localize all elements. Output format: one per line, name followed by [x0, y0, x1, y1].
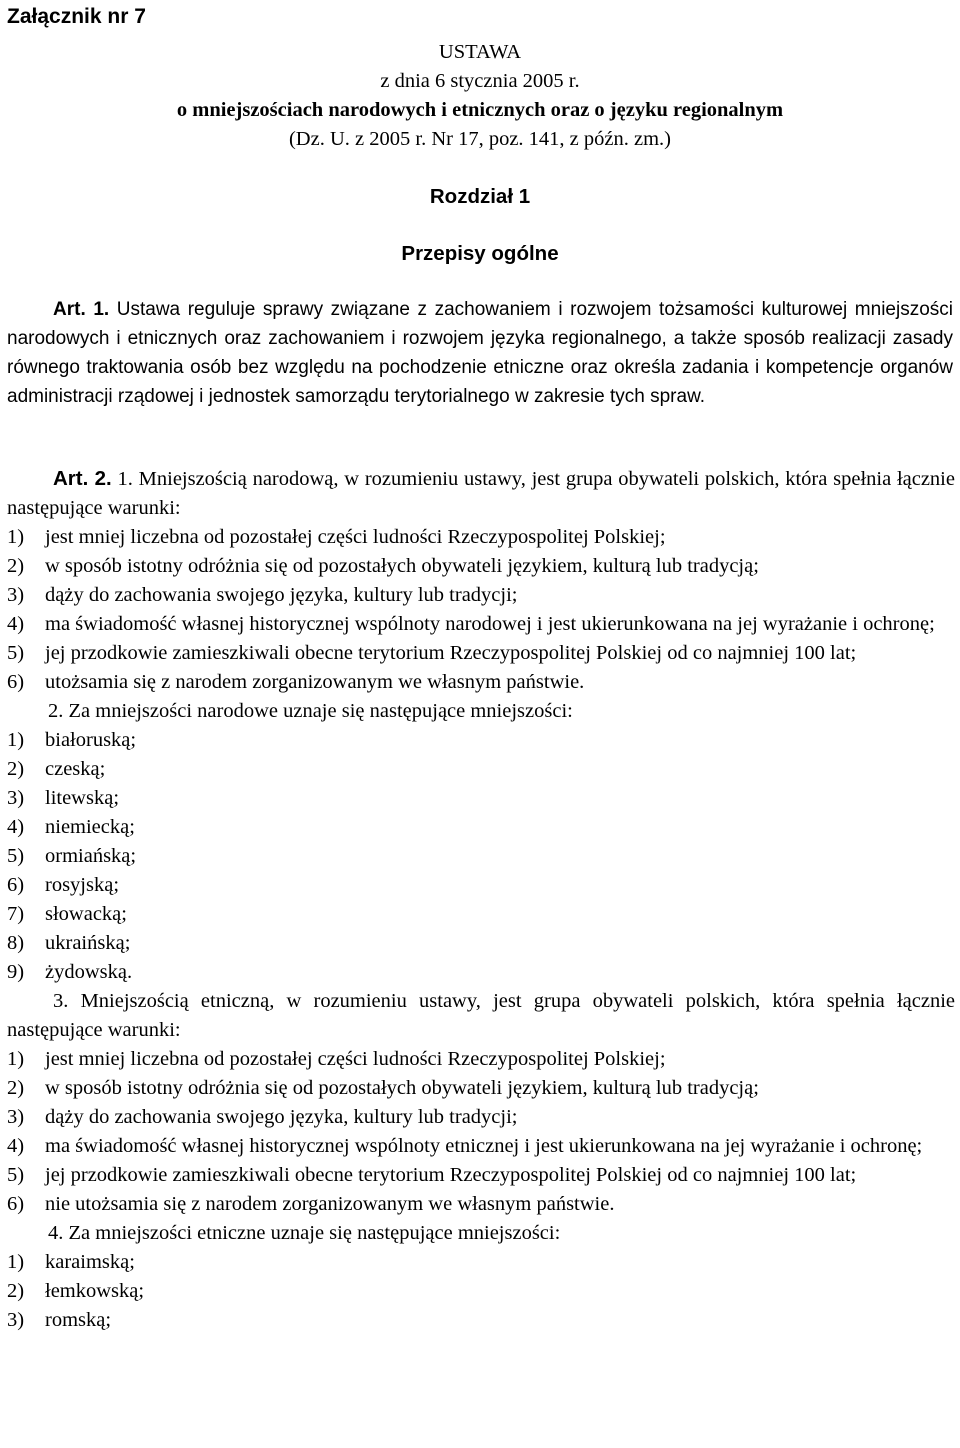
- list-item-number: 2): [7, 555, 25, 577]
- list-item-text: niemiecką;: [45, 816, 135, 838]
- paragraph-number: 4.: [48, 1222, 64, 1244]
- list-item: [7, 1132, 955, 1161]
- list-item-text: białoruską;: [45, 729, 137, 751]
- list-item-text: łemkowską;: [45, 1280, 145, 1302]
- list-item-text: czeską;: [45, 758, 106, 780]
- list-item-number: 6): [7, 1193, 25, 1215]
- list-item-number: 5): [7, 1164, 25, 1186]
- article-1: [7, 295, 953, 411]
- list-item: [7, 1074, 955, 1103]
- list-item-number: 2): [7, 758, 25, 780]
- list-item-text: dąży do zachowania swojego języka, kultury lub tradycji;: [45, 584, 518, 606]
- list-item-text: w sposób istotny odróżnia się od pozostałych obywateli językiem, kulturą lub tradycją;: [45, 555, 759, 577]
- list-item-number: 4): [7, 613, 25, 635]
- list-item-text: jest mniej liczebna od pozostałej części ludności Rzeczypospolitej Polskiej;: [45, 526, 666, 548]
- list-item: [7, 784, 955, 813]
- list-item: [7, 610, 955, 639]
- list-item-text: jej przodkowie zamieszkiwali obecne terytorium Rzeczypospolitej Polskiej od co najmniej 100 lat;: [45, 1164, 857, 1186]
- paragraph-text: Za mniejszości narodowe uznaje się następujące mniejszości:: [68, 700, 573, 722]
- paragraph-text: Mniejszością etniczną, w rozumieniu ustawy, jest grupa obywateli polskich, która spełnia łącznie następujące warunki:: [7, 990, 955, 1041]
- list-item-number: 4): [7, 1135, 25, 1157]
- list-item-number: 3): [7, 1106, 25, 1128]
- list-item-text: żydowską.: [45, 961, 133, 983]
- list-item: [7, 958, 955, 987]
- list-item: [7, 1103, 955, 1132]
- list-item-number: 1): [7, 1251, 25, 1273]
- list-item-text: litewską;: [45, 787, 120, 809]
- paragraph-3-conditions-list: [7, 1045, 955, 1219]
- list-item: [7, 1190, 955, 1219]
- list-item: [7, 581, 955, 610]
- list-item-text: nie utożsamia się z narodem zorganizowanym we własnym państwie.: [45, 1193, 615, 1215]
- article-2-label: Art. 2.: [53, 467, 112, 490]
- list-item: [7, 1045, 955, 1074]
- list-item: [7, 929, 955, 958]
- list-item: [7, 871, 955, 900]
- list-item-number: 7): [7, 903, 25, 925]
- list-item-text: ormiańską;: [45, 845, 137, 867]
- list-item-text: jej przodkowie zamieszkiwali obecne terytorium Rzeczypospolitej Polskiej od co najmniej 100 lat;: [45, 642, 857, 664]
- list-item-number: 1): [7, 1048, 25, 1070]
- list-item-text: ma świadomość własnej historycznej wspólnoty etnicznej i jest ukierunkowana na jej wyrażanie i ochronę;: [45, 1135, 923, 1157]
- list-item: [7, 552, 955, 581]
- article-1-label: Art. 1.: [53, 299, 110, 320]
- list-item-text: ukraińską;: [45, 932, 131, 954]
- article-2-paragraph-1: [7, 464, 955, 523]
- list-item: [7, 726, 955, 755]
- paragraph-number: 2.: [48, 700, 64, 722]
- list-item-text: utożsamia się z narodem zorganizowanym we własnym państwie.: [45, 671, 585, 693]
- list-item-text: romską;: [45, 1309, 112, 1331]
- list-item-text: dąży do zachowania swojego języka, kultury lub tradycji;: [45, 1106, 518, 1128]
- national-minorities-list: [7, 726, 955, 987]
- list-item-number: 2): [7, 1280, 25, 1302]
- act-title: o mniejszościach narodowych i etnicznych oraz o języku regionalnym: [176, 99, 784, 121]
- list-item-number: 8): [7, 932, 25, 954]
- list-item-text: rosyjską;: [45, 874, 120, 896]
- paragraph-number: 1.: [117, 468, 133, 490]
- list-item: [7, 1161, 955, 1190]
- article-1-text: Ustawa reguluje sprawy związane z zachowaniem i rozwojem tożsamości kulturowej mniejszości narodowych i etnicznych oraz zachowaniem i rozwojem języka regionalnego, a także sposób realizacji zasady równego traktowania osób bez względu na pochodzenie etniczne oraz określa zadania i kompetencje organów administracji rządowej i jednostek samorządu terytorialnego w zakresie tych spraw.: [7, 299, 953, 407]
- chapter-name: Przepisy ogólne: [401, 242, 559, 265]
- chapter-number: Rozdział 1: [429, 185, 531, 208]
- list-item: [7, 842, 955, 871]
- ethnic-minorities-list: [7, 1248, 955, 1335]
- list-item-text: karaimską;: [45, 1251, 135, 1273]
- list-item: [7, 1248, 955, 1277]
- list-item-text: jest mniej liczebna od pozostałej części ludności Rzeczypospolitej Polskiej;: [45, 1048, 666, 1070]
- list-item: [7, 813, 955, 842]
- article-2: [7, 464, 955, 1335]
- list-item-text: ma świadomość własnej historycznej wspólnoty narodowej i jest ukierunkowana na jej wyrażanie i ochronę;: [45, 613, 935, 635]
- list-item-number: 3): [7, 584, 25, 606]
- paragraph-text: Za mniejszości etniczne uznaje się następujące mniejszości:: [68, 1222, 561, 1244]
- list-item: [7, 639, 955, 668]
- list-item-number: 1): [7, 729, 25, 751]
- list-item: [7, 668, 955, 697]
- list-item-number: 5): [7, 845, 25, 867]
- paragraph-text: Mniejszością narodową, w rozumieniu ustawy, jest grupa obywateli polskich, która spełnia łącznie następujące warunki:: [7, 468, 955, 519]
- paragraph-number: 3.: [53, 990, 69, 1012]
- list-item-number: 2): [7, 1077, 25, 1099]
- list-item-number: 3): [7, 787, 25, 809]
- list-item-number: 4): [7, 816, 25, 838]
- list-item-text: w sposób istotny odróżnia się od pozostałych obywateli językiem, kulturą lub tradycją;: [45, 1077, 759, 1099]
- annex-label: Załącznik nr 7: [7, 5, 146, 28]
- list-item: [7, 900, 955, 929]
- list-item: [7, 1306, 955, 1335]
- article-2-paragraph-4: [7, 1219, 955, 1248]
- list-item-number: 5): [7, 642, 25, 664]
- list-item-number: 6): [7, 874, 25, 896]
- journal-reference: (Dz. U. z 2005 r. Nr 17, poz. 141, z późn. zm.): [288, 128, 671, 150]
- list-item-text: słowacką;: [45, 903, 127, 925]
- act-type: USTAWA: [438, 41, 522, 63]
- list-item: [7, 755, 955, 784]
- list-item: [7, 1277, 955, 1306]
- list-item: [7, 523, 955, 552]
- article-2-paragraph-3: [7, 987, 955, 1045]
- paragraph-1-conditions-list: [7, 523, 955, 697]
- act-date: z dnia 6 stycznia 2005 r.: [380, 70, 580, 92]
- list-item-number: 9): [7, 961, 25, 983]
- list-item-number: 3): [7, 1309, 25, 1331]
- article-2-paragraph-2: [7, 697, 955, 726]
- list-item-number: 1): [7, 526, 25, 548]
- list-item-number: 6): [7, 671, 25, 693]
